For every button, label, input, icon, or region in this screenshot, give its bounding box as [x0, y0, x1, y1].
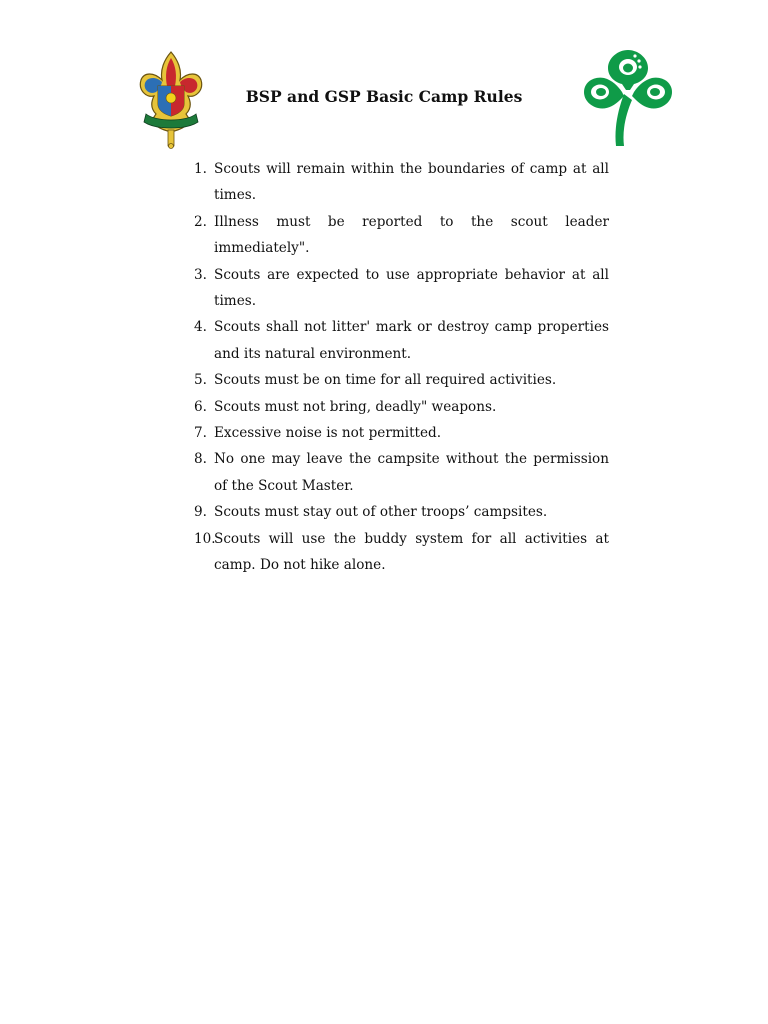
- list-item-text: Scouts will use the buddy system for all activities at camp. Do not hike alone.: [214, 530, 609, 574]
- list-item-number: 2.: [194, 213, 207, 230]
- list-item: [186, 499, 609, 525]
- list-item-number: 9.: [194, 504, 207, 521]
- list-item-number: 4.: [194, 319, 207, 336]
- list-item-text: Scouts must stay out of other troops’ campsites.: [214, 504, 548, 521]
- list-item-text: Illness must be reported to the scout leader immediately".: [214, 213, 609, 257]
- list-item-text: No one may leave the campsite without the permission of the Scout Master.: [214, 451, 609, 494]
- list-item-text: Scouts will remain within the boundaries of camp at all times.: [214, 161, 609, 204]
- list-item-text: Scouts shall not litter' mark or destroy camp properties and its natural environment.: [214, 319, 609, 362]
- fleur-de-lis-emblem-icon: [138, 50, 204, 150]
- list-item: [186, 156, 609, 209]
- list-item: [186, 526, 609, 579]
- list-item-number: 6.: [194, 398, 207, 415]
- list-item-number: 5.: [194, 372, 207, 389]
- list-item: [186, 262, 609, 315]
- list-item-number: 1.: [194, 161, 207, 177]
- list-item: [186, 367, 609, 393]
- list-item: [186, 209, 609, 262]
- list-item: [186, 314, 609, 367]
- list-item-text: Scouts must not bring, deadly" weapons.: [214, 398, 497, 415]
- list-item: [186, 420, 609, 446]
- list-item: [186, 446, 609, 499]
- list-item-number: 3.: [194, 266, 207, 283]
- trefoil-emblem-icon: [578, 44, 678, 148]
- list-item-text: Scouts are expected to use appropriate behavior at all times.: [214, 266, 609, 310]
- list-item: [186, 394, 609, 420]
- list-item-number: 7.: [194, 425, 207, 442]
- page-title: BSP and GSP Basic Camp Rules: [245, 87, 523, 106]
- list-item-text: Scouts must be on time for all required activities.: [214, 372, 557, 389]
- list-item-text: Excessive noise is not permitted.: [214, 425, 442, 442]
- list-item-number: 8.: [194, 451, 207, 468]
- list-item-number: 10.: [194, 530, 216, 547]
- rules-list: [186, 156, 609, 579]
